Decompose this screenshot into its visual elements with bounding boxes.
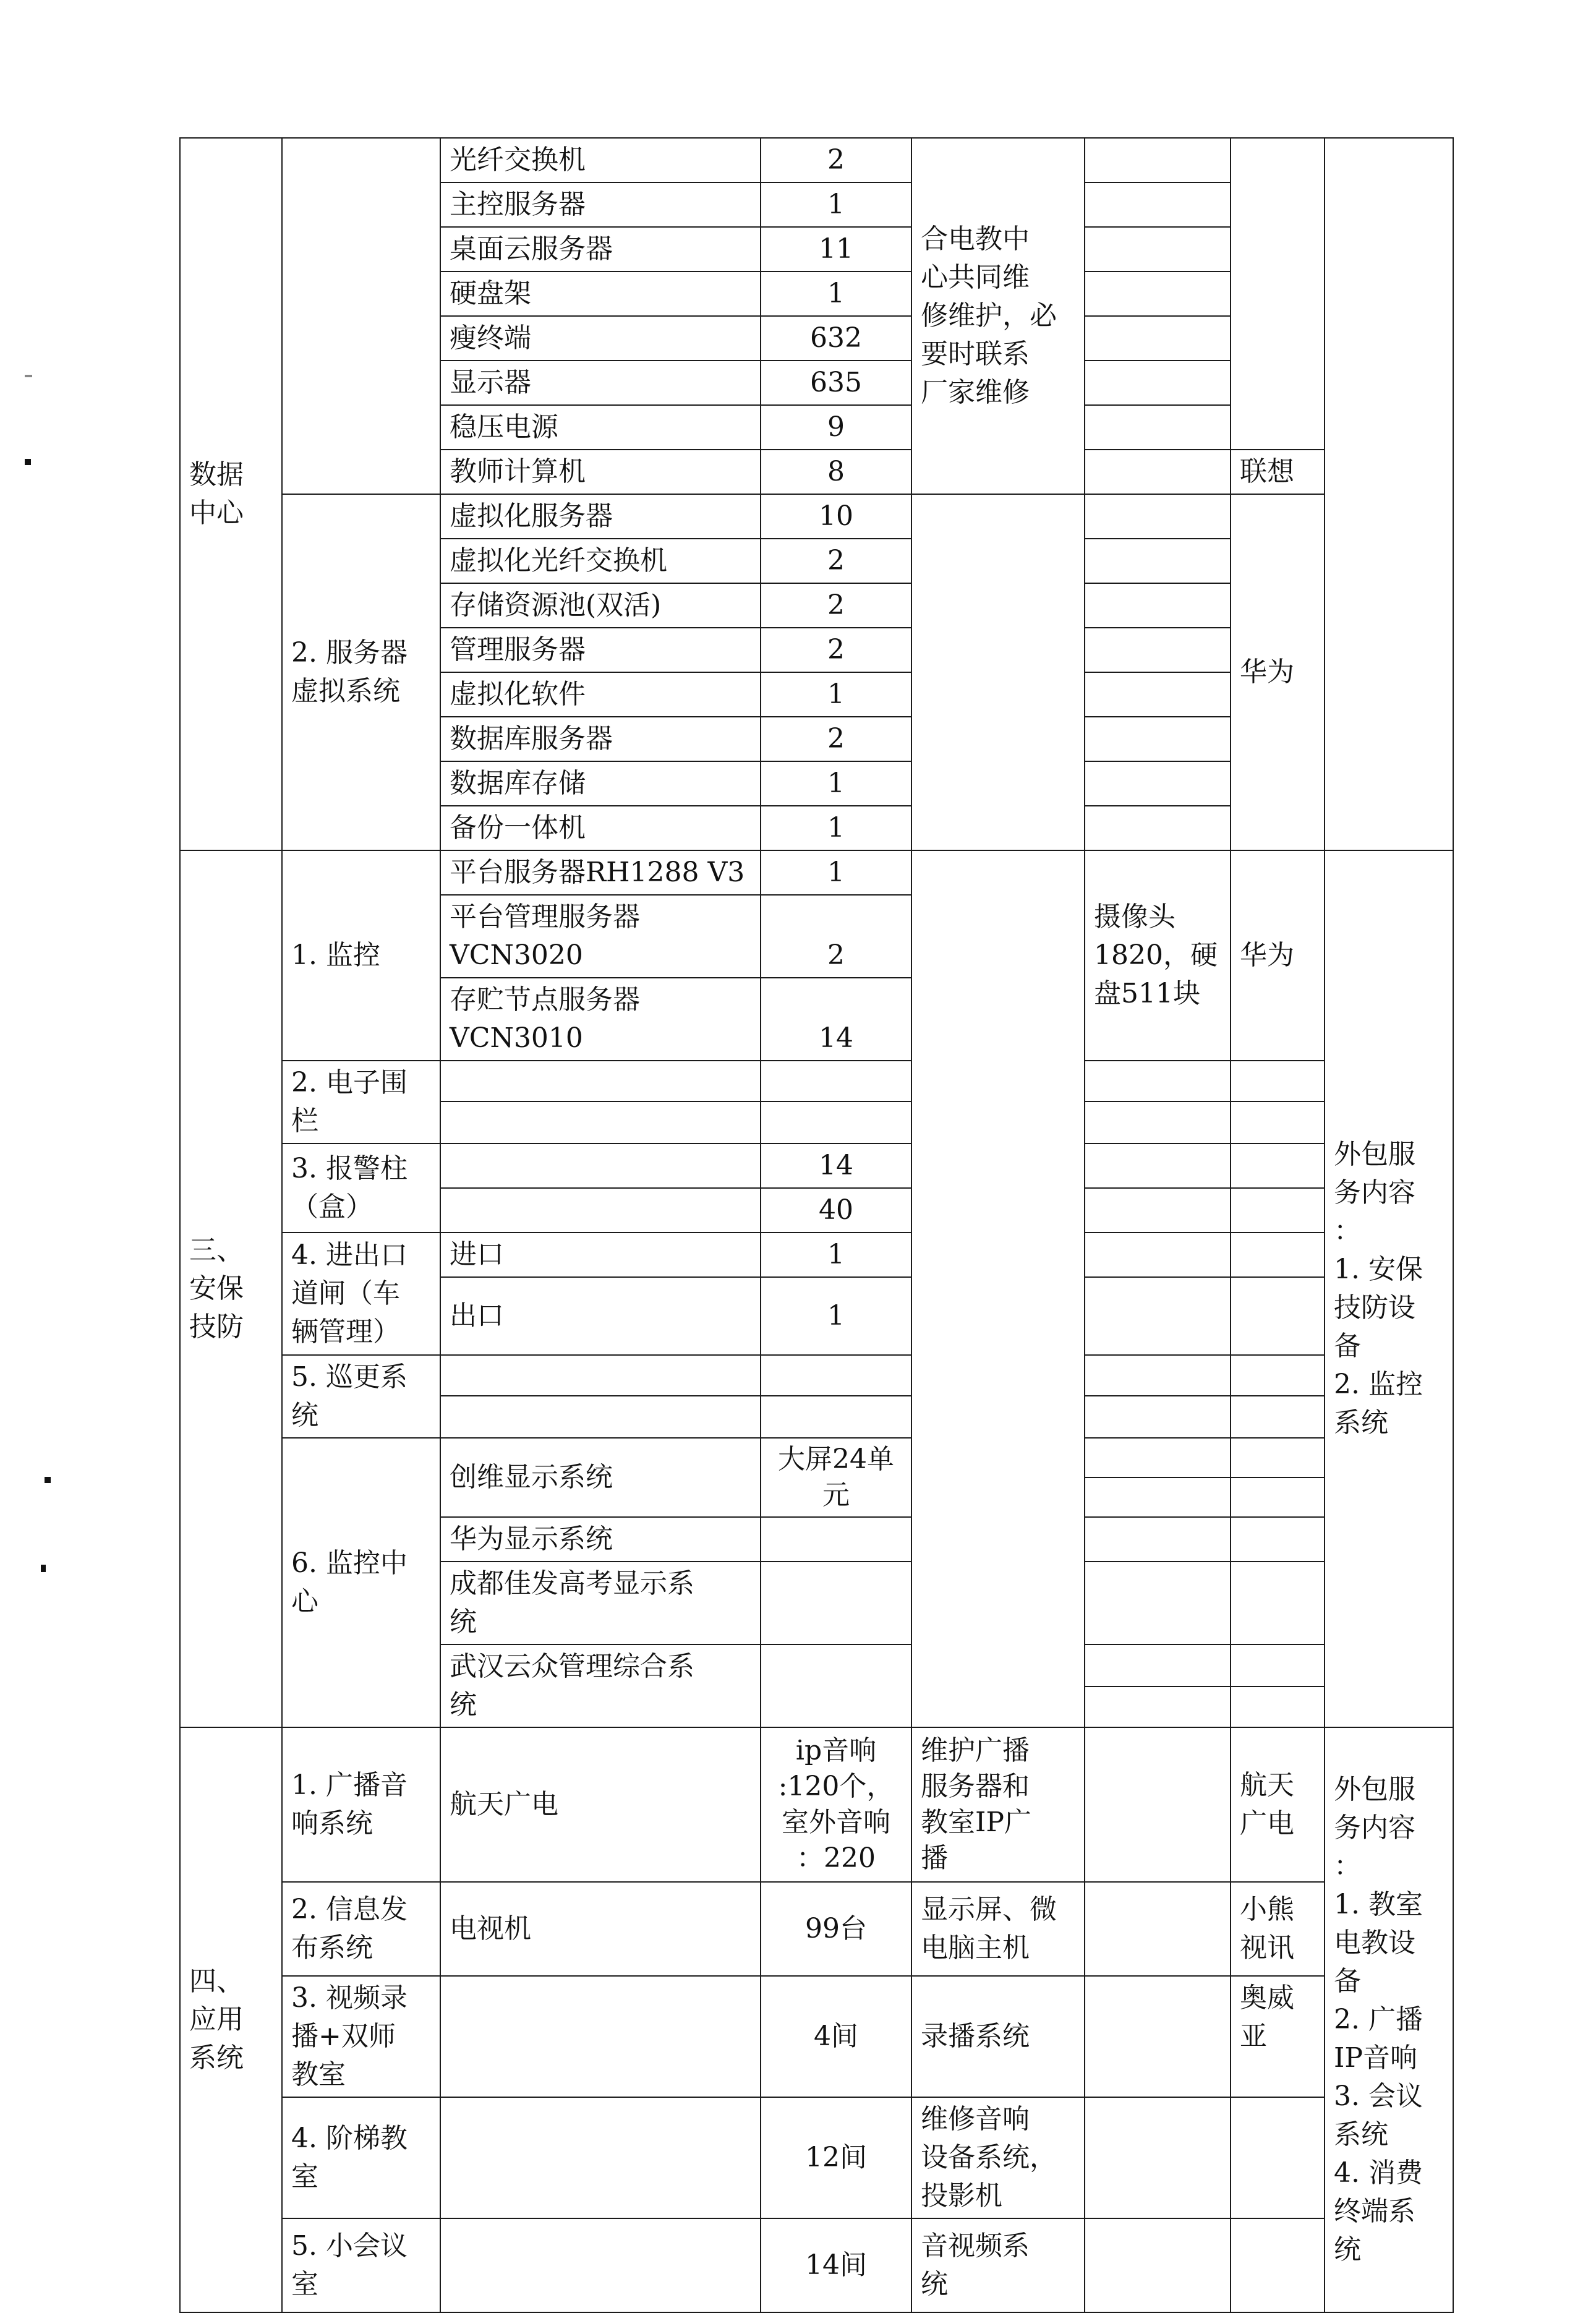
item-qty: 1: [761, 182, 911, 227]
blank-cell: [1231, 1687, 1325, 1727]
blank-cell: [1085, 316, 1231, 361]
blank-cell: [1231, 1233, 1325, 1277]
item-qty: 1: [761, 761, 911, 806]
item-name: 创维显示系统: [440, 1438, 761, 1517]
item-name: [440, 1976, 761, 2097]
subsection-label: 4. 进出口 道闸（车 辆管理）: [282, 1233, 440, 1355]
item-qty: 99台: [761, 1882, 911, 1976]
maintenance-note: 显示屏、微 电脑主机: [911, 1882, 1085, 1976]
blank-cell: [1085, 361, 1231, 405]
subsection-label: 5. 巡更系 统: [282, 1355, 440, 1438]
maintenance-note: 录播系统: [911, 1976, 1085, 2097]
item-qty: 1: [761, 1277, 911, 1355]
blank-cell: [1085, 182, 1231, 227]
item-name: 备份一体机: [440, 806, 761, 850]
blank-cell: [1085, 761, 1231, 806]
blank-cell: [1085, 1562, 1231, 1644]
brand-cell: 华为: [1231, 850, 1325, 1061]
blank-cell: [1085, 405, 1231, 450]
item-name: 主控服务器: [440, 182, 761, 227]
item-qty: 40: [761, 1188, 911, 1233]
item-qty: [761, 1644, 911, 1727]
scan-speck: [45, 1477, 51, 1483]
blank-cell: [440, 1144, 761, 1188]
blank-cell: [1231, 1396, 1325, 1438]
scan-speck: [25, 375, 32, 377]
item-qty: 2: [761, 628, 911, 672]
blank-cell: [1085, 628, 1231, 672]
equipment-table: [179, 137, 1454, 2313]
item-name: 数据库存储: [440, 761, 761, 806]
brand-cell: 小熊 视讯: [1231, 1882, 1325, 1976]
item-name: 平台管理服务器 VCN3020: [440, 895, 761, 978]
subsection-label: 1. 监控: [282, 850, 440, 1061]
blank-cell: [1085, 1101, 1231, 1144]
subsection-label: 3. 视频录 播+双师 教室: [282, 1976, 440, 2097]
item-qty: 1: [761, 806, 911, 850]
subsection-label: 1. 广播音 响系统: [282, 1727, 440, 1882]
item-qty: 4间: [761, 1976, 911, 2097]
item-name: 存贮节点服务器 VCN3010: [440, 978, 761, 1061]
spec-note: 摄像头 1820，硬 盘511块: [1085, 850, 1231, 1061]
blank-cell: [1085, 1061, 1231, 1101]
item-name: 数据库服务器: [440, 717, 761, 761]
scan-speck: [41, 1565, 46, 1572]
blank-cell: [1231, 1517, 1325, 1562]
subsection-label: 3. 报警柱 （盒）: [282, 1144, 440, 1233]
item-name: 瘦终端: [440, 316, 761, 361]
subsection-label: 2. 信息发 布系统: [282, 1882, 440, 1976]
subsection-label: 6. 监控中 心: [282, 1438, 440, 1727]
blank-cell: [1085, 1477, 1231, 1517]
blank-cell: [1085, 1882, 1231, 1976]
item-name: 武汉云众管理综合系 统: [440, 1644, 761, 1727]
blank-cell: [1231, 1438, 1325, 1477]
blank-cell: [1231, 1277, 1325, 1355]
brand-cell: [1231, 2218, 1325, 2312]
item-qty: 2: [761, 539, 911, 583]
blank-cell: [440, 1355, 761, 1396]
blank-cell: [440, 1061, 761, 1101]
blank-cell: [1231, 1355, 1325, 1396]
blank-cell: [1085, 2097, 1231, 2218]
blank-cell: [1085, 450, 1231, 494]
blank-cell: [761, 1396, 911, 1438]
blank-cell: [1085, 672, 1231, 717]
item-qty: 11: [761, 227, 911, 271]
item-qty: 2: [761, 717, 911, 761]
maintenance-note: 合电教中 心共同维 修维护，必 要时联系 厂家维修: [911, 138, 1085, 494]
item-qty: 14: [761, 978, 911, 1061]
item-name: 管理服务器: [440, 628, 761, 672]
blank-cell: [1085, 1644, 1231, 1687]
blank-cell: [1231, 1477, 1325, 1517]
item-qty: 1: [761, 672, 911, 717]
item-name: 航天广电: [440, 1727, 761, 1882]
item-qty: 大屏24单 元: [761, 1438, 911, 1517]
blank-cell: [1231, 1644, 1325, 1687]
blank-cell: [1085, 138, 1231, 182]
blank-cell: [761, 1355, 911, 1396]
blank-cell: [1085, 583, 1231, 628]
item-qty: 635: [761, 361, 911, 405]
blank-cell: [1231, 1562, 1325, 1644]
maintenance-note: 音视频系 统: [911, 2218, 1085, 2312]
section-label-data-center: 数据 中心: [180, 138, 282, 850]
blank-cell: [1231, 1188, 1325, 1233]
blank-cell: [1085, 2218, 1231, 2312]
item-qty: 10: [761, 494, 911, 539]
brand-cell: 华为: [1231, 494, 1325, 850]
blank-cell: [1085, 806, 1231, 850]
item-name: [440, 2218, 761, 2312]
remark-cell: 外包服 务内容 ： 1. 教室 电教设 备 2. 广播 IP音响 3. 会议 系统 4. 消费 终端系 统: [1325, 1727, 1453, 2312]
item-qty: 1: [761, 850, 911, 895]
subsection-label: 5. 小会议 室: [282, 2218, 440, 2312]
blank-cell: [1085, 1396, 1231, 1438]
remark-cell: 外包服 务内容 ： 1. 安保 技防设 备 2. 监控 系统: [1325, 850, 1453, 1727]
brand-cell: [1231, 2097, 1325, 2218]
blank-cell: [440, 1396, 761, 1438]
subsection-label: 2. 电子围 栏: [282, 1061, 440, 1144]
item-qty: 9: [761, 405, 911, 450]
item-name: 虚拟化服务器: [440, 494, 761, 539]
item-name: 稳压电源: [440, 405, 761, 450]
blank-cell: [911, 850, 1085, 1727]
item-qty: 1: [761, 1233, 911, 1277]
maintenance-note: 维护广播 服务器和 教室IP广 播: [911, 1727, 1085, 1882]
item-name: 硬盘架: [440, 271, 761, 316]
blank-cell: [1325, 138, 1453, 850]
item-name: 平台服务器RH1288 V3: [440, 850, 761, 895]
item-name: 桌面云服务器: [440, 227, 761, 271]
item-name: 存储资源池(双活): [440, 583, 761, 628]
brand-cell: 奥威 亚: [1231, 1976, 1325, 2097]
item-name: 虚拟化光纤交换机: [440, 539, 761, 583]
item-qty: ip音响 :120个， 室外音响 ：220: [761, 1727, 911, 1882]
scan-speck: [25, 459, 31, 465]
blank-cell: [1085, 1438, 1231, 1477]
item-name: [440, 2097, 761, 2218]
blank-cell: [1085, 539, 1231, 583]
item-qty: 2: [761, 583, 911, 628]
item-qty: [761, 1517, 911, 1562]
item-name: 虚拟化软件: [440, 672, 761, 717]
subsection-label: [282, 138, 440, 494]
item-qty: 12间: [761, 2097, 911, 2218]
blank-cell: [911, 494, 1085, 850]
blank-cell: [1085, 717, 1231, 761]
brand-cell: 联想: [1231, 450, 1325, 494]
item-qty: 2: [761, 895, 911, 978]
blank-cell: [440, 1188, 761, 1233]
blank-cell: [1085, 271, 1231, 316]
item-qty: 8: [761, 450, 911, 494]
item-qty: [761, 1562, 911, 1644]
item-name: 电视机: [440, 1882, 761, 1976]
blank-cell: [1085, 1188, 1231, 1233]
item-name: 出口: [440, 1277, 761, 1355]
item-qty: 14: [761, 1144, 911, 1188]
blank-cell: [1085, 1233, 1231, 1277]
blank-cell: [1231, 1061, 1325, 1101]
item-name: 教师计算机: [440, 450, 761, 494]
blank-cell: [1085, 1355, 1231, 1396]
blank-cell: [1085, 1687, 1231, 1727]
blank-cell: [761, 1061, 911, 1101]
brand-cell: 航天 广电: [1231, 1727, 1325, 1882]
item-qty: 2: [761, 138, 911, 182]
item-name: 成都佳发高考显示系 统: [440, 1562, 761, 1644]
blank-cell: [1085, 227, 1231, 271]
blank-cell: [1231, 138, 1325, 450]
item-name: 显示器: [440, 361, 761, 405]
subsection-label: 2. 服务器 虚拟系统: [282, 494, 440, 850]
item-name: 光纤交换机: [440, 138, 761, 182]
blank-cell: [1231, 1144, 1325, 1188]
blank-cell: [1085, 1976, 1231, 2097]
blank-cell: [1085, 1517, 1231, 1562]
blank-cell: [1085, 1727, 1231, 1882]
section-label-application: 四、 应用 系统: [180, 1727, 282, 2312]
blank-cell: [1085, 1144, 1231, 1188]
blank-cell: [1085, 494, 1231, 539]
item-qty: 1: [761, 271, 911, 316]
blank-cell: [440, 1101, 761, 1144]
blank-cell: [1085, 1277, 1231, 1355]
section-label-security: 三、 安保 技防: [180, 850, 282, 1727]
subsection-label: 4. 阶梯教 室: [282, 2097, 440, 2218]
blank-cell: [1231, 1101, 1325, 1144]
blank-cell: [761, 1101, 911, 1144]
item-name: 进口: [440, 1233, 761, 1277]
item-qty: 14间: [761, 2218, 911, 2312]
item-qty: 632: [761, 316, 911, 361]
maintenance-note: 维修音响 设备系统， 投影机: [911, 2097, 1085, 2218]
item-name: 华为显示系统: [440, 1517, 761, 1562]
